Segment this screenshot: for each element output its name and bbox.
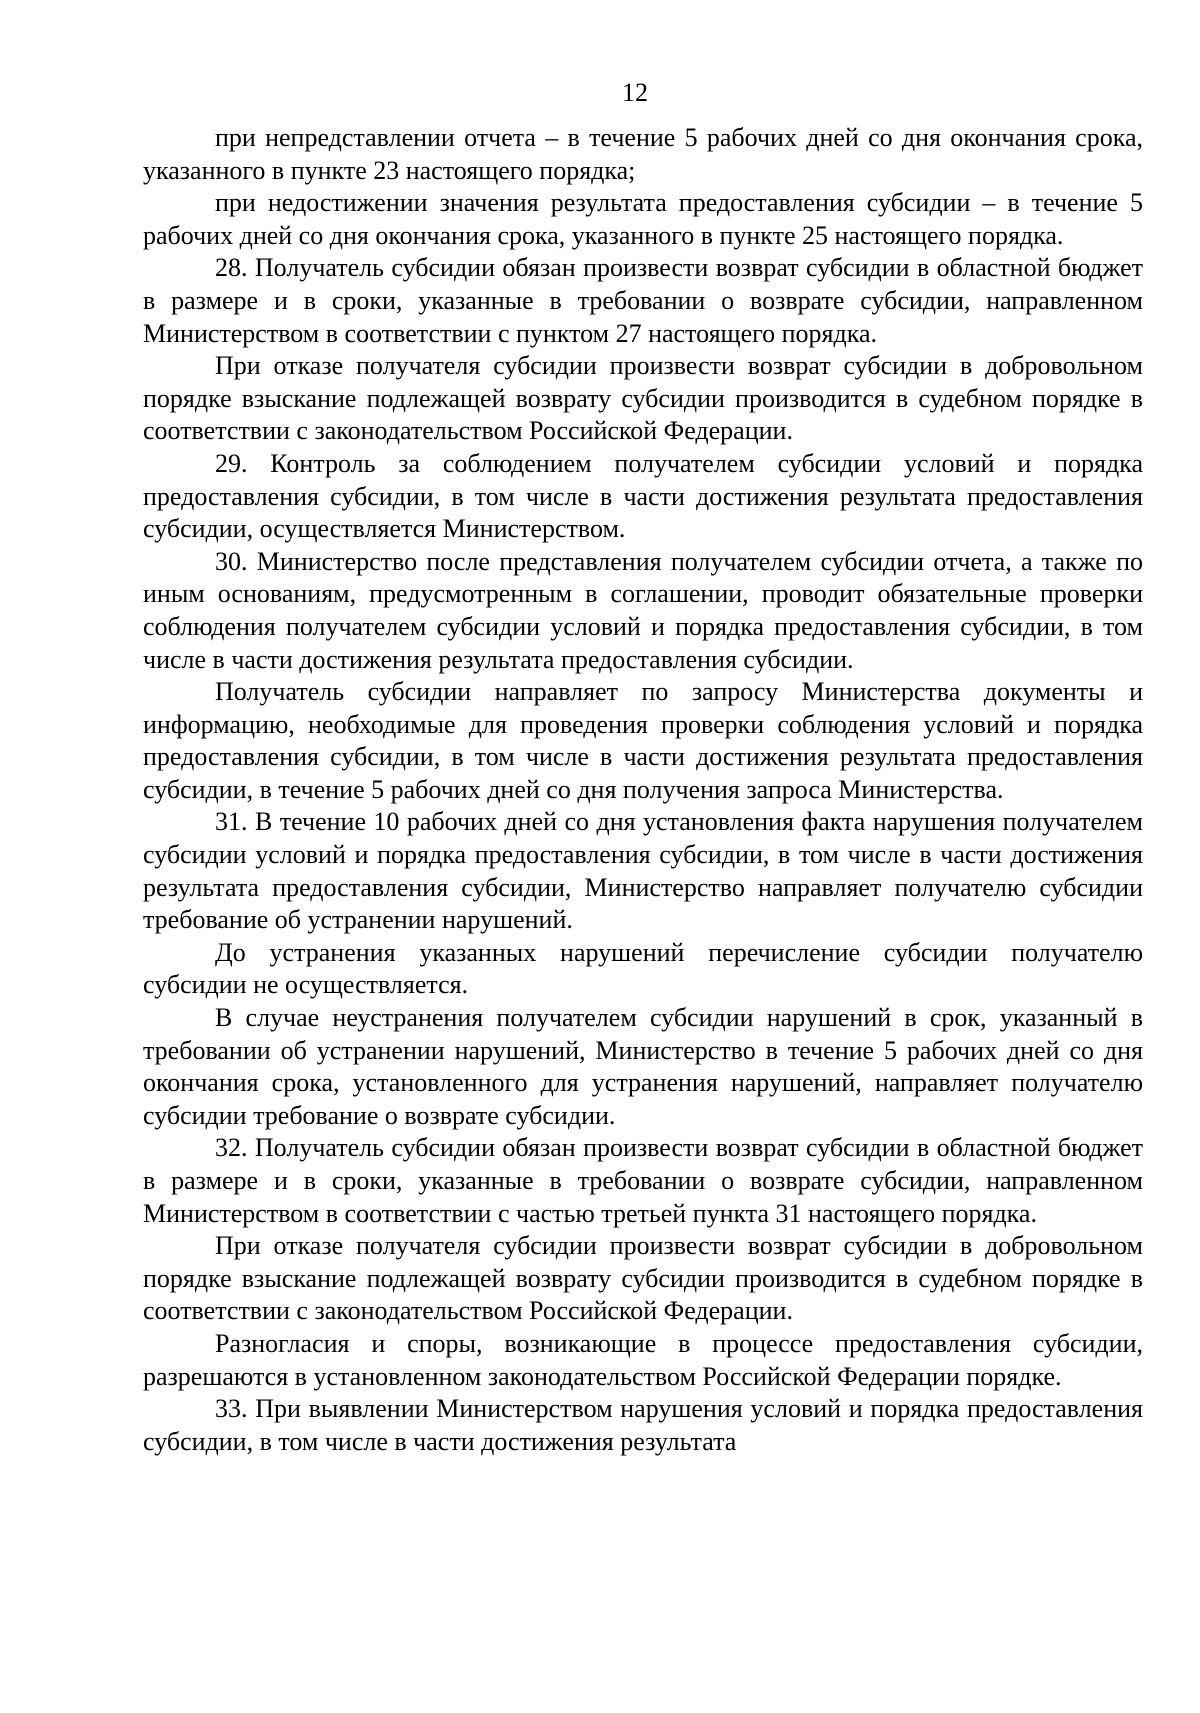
paragraph-11: 32. Получатель субсидии обязан произвести возврат субсидии в областной бюджет в размере и в сроки, указанные в требовании о возврате субсидии, направленном Министерством в соответствии с частью третьей пункта 31 настоящего порядка. [143, 1133, 1143, 1228]
paragraph-12: При отказе получателя субсидии произвести возврат субсидии в добровольном порядке взыскание подлежащей возврату субсидии производится в судебном порядке в соответствии с законодательством Российской Федерации. [143, 1231, 1143, 1326]
paragraph-7: Получатель субсидии направляет по запросу Министерства документы и информацию, необходимые для проведения проверки соблюдения условий и порядка предоставления субсидии, в том числе в части достижения результата предоставления субсидии, в течение 5 рабочих дней со дня получения запроса Министерства. [143, 677, 1143, 804]
paragraph-4: При отказе получателя субсидии произвести возврат субсидии в добровольном порядке взыскание подлежащей возврату субсидии производится в судебном порядке в соответствии с законодательством Российской Федерации. [143, 351, 1143, 446]
paragraph-8: 31. В течение 10 рабочих дней со дня установления факта нарушения получателем субсидии условий и порядка предоставления субсидии, в том числе в части достижения результата предоставления субсидии, Министерство направляет получателю субсидии требование об устранении нарушений. [143, 807, 1143, 935]
paragraph-13: Разногласия и споры, возникающие в процессе предоставления субсидии, разрешаются в установленном законодательством Российской Федерации порядке. [143, 1328, 1143, 1391]
paragraph-3: 28. Получатель субсидии обязан произвести возврат субсидии в областной бюджет в размере и в сроки, указанные в требовании о возврате субсидии, направленном Министерством в соответствии с пунктом 27 настоящего порядка. [143, 253, 1143, 348]
paragraph-14: 33. При выявлении Министерством нарушения условий и порядка предоставления субсидии, в том числе в части достижения результата [143, 1394, 1143, 1456]
page-number: 12 [622, 78, 648, 107]
paragraph-9: До устранения указанных нарушений перечисление субсидии получателю субсидии не осуществляется. [143, 937, 1143, 1000]
paragraph-10: В случае неустранения получателем субсидии нарушений в срок, указанный в требовании об устранении нарушений, Министерство в течение 5 рабочих дней со дня окончания срока, установленного для устранения нарушений, направляет получателю субсидии требование о возврате субсидии. [143, 1003, 1143, 1130]
paragraph-2: при недостижении значения результата предоставления субсидии – в течение 5 рабочих дней со дня окончания срока, указанного в пункте 25 настоящего порядка. [143, 188, 1143, 250]
paragraph-5: 29. Контроль за соблюдением получателем субсидии условий и порядка предоставления субсидии, в том числе в части достижения результата предоставления субсидии, осуществляется Министерством. [143, 448, 1143, 544]
paragraph-6: 30. Министерство после представления получателем субсидии отчета, а также по иным основаниям, предусмотренным в соглашении, проводит обязательные проверки соблюдения получателем субсидии условий и порядка предоставления субсидии, в том числе в части достижения результата предоставления субсидии. [143, 546, 1143, 674]
document-body [143, 122, 1143, 1458]
paragraph-1: при непредставлении отчета – в течение 5 рабочих дней со дня окончания срока, указанного в пункте 23 настоящего порядка; [143, 123, 1143, 185]
